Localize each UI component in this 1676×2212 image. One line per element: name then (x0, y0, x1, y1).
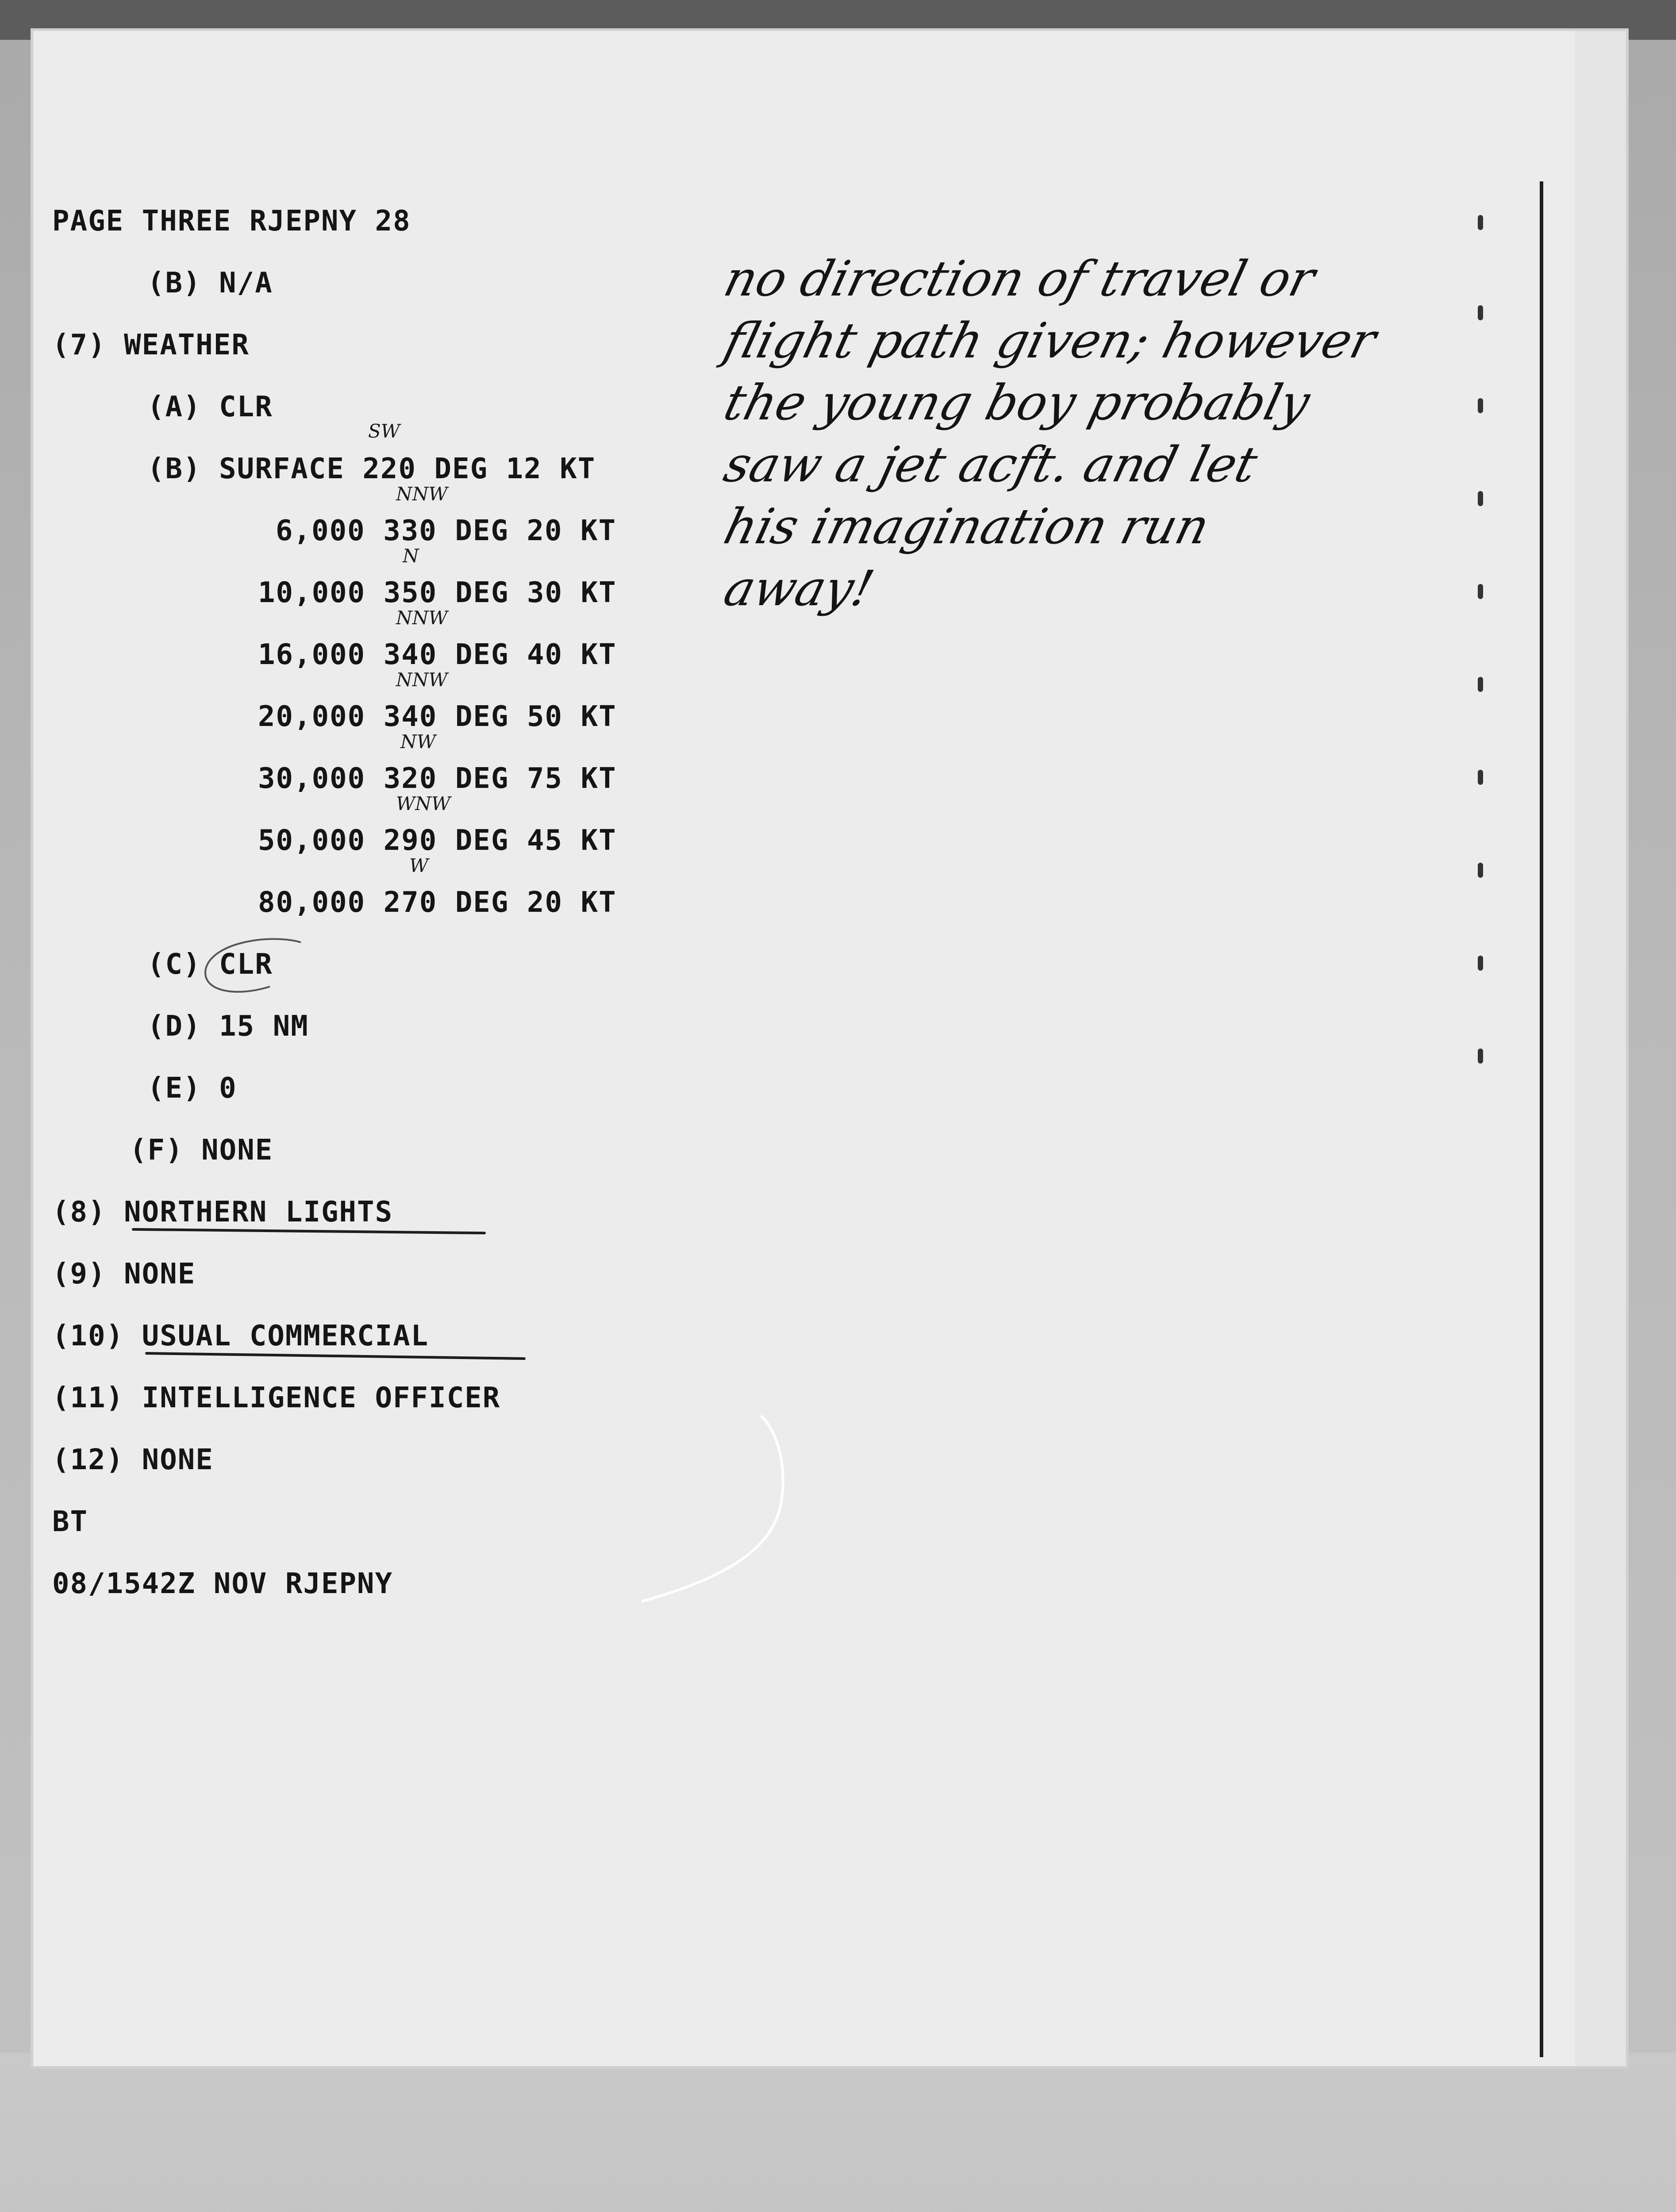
handwritten-line: the young boy probably (719, 374, 1316, 431)
item-7b: (B) SURFACE 220 DEG 12 KT (147, 453, 596, 485)
handwritten-line: away! (719, 560, 880, 617)
handwritten-line: flight path given; however (719, 312, 1382, 369)
page-header: PAGE THREE RJEPNY 28 (52, 205, 411, 238)
handwritten-line: no direction of travel or (719, 250, 1321, 307)
handwritten-line: saw a jet acft. and let (719, 436, 1263, 493)
annotation-30000: NW (400, 731, 436, 753)
lower-background (0, 2053, 1676, 2212)
binder-mark (1478, 956, 1483, 971)
binder-mark (1478, 584, 1483, 599)
item-10: (10) USUAL COMMERCIAL (52, 1320, 429, 1352)
binder-mark (1478, 1048, 1483, 1064)
item-9: (9) NONE (52, 1258, 196, 1290)
wind-row-10000: 10,000 350 DEG 30 KT (258, 576, 617, 609)
item-8: (8) NORTHERN LIGHTS (52, 1196, 393, 1229)
item-12: (12) NONE (52, 1444, 214, 1476)
wind-row-50000: 50,000 290 DEG 45 KT (258, 824, 617, 857)
annotation-50000: WNW (396, 793, 451, 814)
item-7e: (E) 0 (147, 1072, 237, 1105)
item-11: (11) INTELLIGENCE OFFICER (52, 1382, 501, 1414)
break-marker: BT (52, 1505, 88, 1538)
binder-mark (1478, 398, 1483, 413)
item-7d: (D) 15 NM (147, 1010, 309, 1043)
binder-mark (1478, 491, 1483, 506)
wind-row-16000: 16,000 340 DEG 40 KT (258, 638, 617, 671)
handwritten-note (719, 248, 1456, 619)
film-scratch (633, 1411, 801, 1615)
binder-mark (1478, 677, 1483, 692)
annotation-surface: SW (368, 420, 400, 442)
wind-row-20000: 20,000 340 DEG 50 KT (258, 700, 617, 733)
binder-mark (1478, 215, 1483, 230)
annotation-20000: NNW (396, 669, 448, 691)
underlying-sheet-edge (1575, 31, 1626, 2066)
wind-row-80000: 80,000 270 DEG 20 KT (258, 886, 617, 919)
item-7f: (F) NONE (130, 1134, 273, 1167)
handwritten-line: his imagination run (719, 498, 1215, 555)
annotation-6000: NNW (396, 483, 448, 505)
date-time-group: 08/1542Z NOV RJEPNY (52, 1567, 393, 1600)
wind-row-6000: 6,000 330 DEG 20 KT (276, 515, 617, 547)
wind-row-30000: 30,000 320 DEG 75 KT (258, 762, 617, 795)
annotation-16000: NNW (396, 607, 448, 629)
pencil-circle-mark (195, 933, 319, 1004)
binder-mark (1478, 770, 1483, 785)
binder-mark (1478, 305, 1483, 320)
item-7a: (A) CLR (147, 391, 273, 423)
binder-mark (1478, 863, 1483, 878)
annotation-80000: W (409, 855, 429, 876)
item-6b: (B) N/A (147, 267, 273, 300)
item-7-weather: (7) WEATHER (52, 329, 250, 361)
margin-rule (1540, 181, 1543, 2057)
item-7c: (C) CLR (147, 948, 273, 981)
annotation-10000: N (403, 545, 419, 567)
